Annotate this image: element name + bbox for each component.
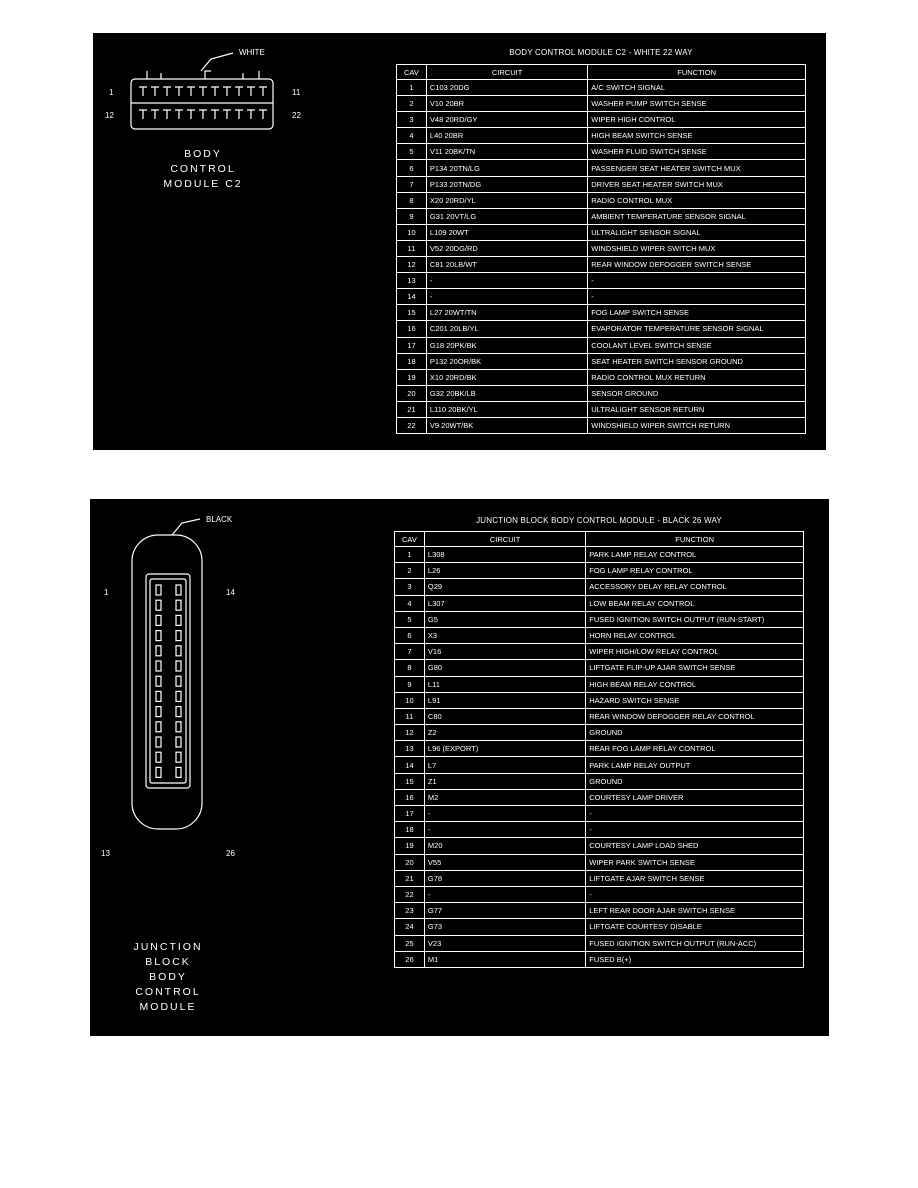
cell-cav: 10 [397,224,427,240]
connector-pin [259,87,267,96]
connector-pin [259,110,267,119]
cell-function: HORN RELAY CONTROL [586,627,804,643]
connector-pin [176,585,181,595]
cell-function: - [588,289,806,305]
cell-circuit: M2 [424,789,585,805]
header-function: FUNCTION [588,65,806,80]
table-row [397,80,806,96]
cell-cav: 9 [395,676,425,692]
connector-color-label: BLACK [206,515,233,524]
header-circuit: CIRCUIT [426,65,587,80]
connector-name-line: BODY [149,971,187,983]
cell-function: EVAPORATOR TEMPERATURE SENSOR SIGNAL [588,321,806,337]
cell-function: WIPER HIGH CONTROL [588,112,806,128]
connector-name-line: BLOCK [145,956,191,968]
cell-cav: 20 [395,854,425,870]
table-row [397,208,806,224]
connector-pin [176,646,181,656]
cell-cav: 22 [395,886,425,902]
cell-circuit: G18 20PK/BK [426,337,587,353]
table-row [395,741,804,757]
cell-circuit: C80 [424,708,585,724]
cell-circuit: M1 [424,951,585,967]
connector-pin [247,110,255,119]
connector-pin [139,87,147,96]
cell-function: - [588,273,806,289]
table-row [395,773,804,789]
cell-cav: 3 [397,112,427,128]
cell-cav: 24 [395,919,425,935]
cell-circuit: V16 [424,644,585,660]
cell-circuit: C201 20LB/YL [426,321,587,337]
pin-label-bottom-right: 22 [292,111,301,120]
cell-function: LOW BEAM RELAY CONTROL [586,595,804,611]
cell-cav: 8 [397,192,427,208]
bcm-c2-diagram-panel [93,33,826,450]
cell-cav: 18 [395,822,425,838]
cell-cav: 4 [397,128,427,144]
cell-cav: 14 [397,289,427,305]
table-row [395,708,804,724]
cell-function: COURTESY LAMP DRIVER [586,789,804,805]
table-row [397,257,806,273]
cell-cav: 5 [397,144,427,160]
cell-circuit: G77 [424,903,585,919]
cell-function: WASHER PUMP SWITCH SENSE [588,96,806,112]
connector-name-line: MODULE C2 [163,178,243,190]
cell-function: SENSOR GROUND [588,385,806,401]
connector-pin [223,110,231,119]
cell-circuit: P132 20OR/BK [426,353,587,369]
cell-circuit: P133 20TN/DG [426,176,587,192]
cell-function: HAZARD SWITCH SENSE [586,692,804,708]
cell-circuit: G80 [424,660,585,676]
cell-circuit: V55 [424,854,585,870]
table-row [395,595,804,611]
cell-circuit: V9 20WT/BK [426,417,587,433]
connector-pin [156,767,161,777]
jb-bcm-diagram-panel [90,499,829,1036]
cell-circuit: L27 20WT/TN [426,305,587,321]
cell-cav: 21 [397,401,427,417]
cell-cav: 23 [395,903,425,919]
cell-cav: 6 [395,627,425,643]
cell-cav: 2 [397,96,427,112]
connector-pin [151,110,159,119]
table-row [397,337,806,353]
cell-function: WINDSHIELD WIPER SWITCH MUX [588,240,806,256]
pin-label-top-right: 11 [292,88,301,97]
cell-circuit: Z2 [424,725,585,741]
table-row [397,321,806,337]
connector-name-line: CONTROL [135,986,201,998]
cell-circuit: G78 [424,870,585,886]
table-row [397,273,806,289]
table-row [395,919,804,935]
cell-circuit: V10 20BR [426,96,587,112]
table-row [395,951,804,967]
connector-pin [163,87,171,96]
pin-label-top-right: 14 [226,588,235,597]
table-row [397,417,806,433]
cell-circuit: L26 [424,563,585,579]
table-row [395,903,804,919]
cell-function: RADIO CONTROL MUX RETURN [588,369,806,385]
connector-pin [156,737,161,747]
cell-function: ULTRALIGHT SENSOR SIGNAL [588,224,806,240]
cell-function: PARK LAMP RELAY OUTPUT [586,757,804,773]
cell-function: FOG LAMP RELAY CONTROL [586,563,804,579]
connector-pin [176,722,181,732]
table-row [395,870,804,886]
connector-pin [176,676,181,686]
cell-cav: 17 [397,337,427,353]
cell-function: AMBIENT TEMPERATURE SENSOR SIGNAL [588,208,806,224]
connector-name-line: MODULE [139,1001,197,1013]
cell-circuit: G73 [424,919,585,935]
cell-function: COOLANT LEVEL SWITCH SENSE [588,337,806,353]
table-row [397,128,806,144]
cell-cav: 2 [395,563,425,579]
cell-cav: 20 [397,385,427,401]
cell-circuit: - [424,886,585,902]
table-row [397,401,806,417]
table-title: BODY CONTROL MODULE C2 - WHITE 22 WAY [509,48,693,57]
cell-circuit: L40 20BR [426,128,587,144]
connector-pin [176,767,181,777]
table-row [395,822,804,838]
cell-function: REAR WINDOW DEFOGGER SWITCH SENSE [588,257,806,273]
connector-pin [156,676,161,686]
table-row [395,789,804,805]
cell-function: FOG LAMP SWITCH SENSE [588,305,806,321]
table-row [397,240,806,256]
connector-color-label: WHITE [239,48,265,57]
cell-function: GROUND [586,773,804,789]
connector-pin [176,600,181,610]
cell-circuit: L11 [424,676,585,692]
connector-pin [163,110,171,119]
cell-function: LEFT REAR DOOR AJAR SWITCH SENSE [586,903,804,919]
cell-function: ULTRALIGHT SENSOR RETURN [588,401,806,417]
cell-function: FUSED IGNITION SWITCH OUTPUT (RUN-ACC) [586,935,804,951]
cell-cav: 26 [395,951,425,967]
table-row [395,579,804,595]
cell-function: FUSED B(+) [586,951,804,967]
connector-pin [223,87,231,96]
table-row [397,192,806,208]
cell-circuit: X20 20RD/YL [426,192,587,208]
cell-function: FUSED IGNITION SWITCH OUTPUT (RUN-START) [586,611,804,627]
header-function: FUNCTION [586,532,804,547]
table-row [397,96,806,112]
connector-pin [247,87,255,96]
cell-function: - [586,806,804,822]
table-row [395,838,804,854]
cell-circuit: L96 (EXPORT) [424,741,585,757]
cell-cav: 17 [395,806,425,822]
cell-function: WASHER FLUID SWITCH SENSE [588,144,806,160]
connector-pin [156,631,161,641]
cell-cav: 13 [395,741,425,757]
cell-function: SEAT HEATER SWITCH SENSOR GROUND [588,353,806,369]
cell-cav: 13 [397,273,427,289]
cell-cav: 25 [395,935,425,951]
cell-function: HIGH BEAM SWITCH SENSE [588,128,806,144]
cell-cav: 1 [397,80,427,96]
table-row [397,144,806,160]
connector-key [205,71,211,79]
pin-label-top-left: 1 [104,588,109,597]
connector-pin [211,87,219,96]
cell-circuit: Q29 [424,579,585,595]
cell-function: - [586,886,804,902]
connector-pin [176,752,181,762]
cell-circuit: L307 [424,595,585,611]
cavity-table [394,531,804,968]
pin-label-bottom-left: 12 [105,111,114,120]
cell-circuit: G32 20BK/LB [426,385,587,401]
table-row [395,725,804,741]
cell-circuit: - [426,289,587,305]
connector-pin [176,737,181,747]
table-row [397,160,806,176]
header-cav: CAV [397,65,427,80]
cell-function: PASSENGER SEAT HEATER SWITCH MUX [588,160,806,176]
connector-pin [156,615,161,625]
cell-circuit: X3 [424,627,585,643]
cell-circuit: - [424,806,585,822]
table-row [395,854,804,870]
connector-pin [176,661,181,671]
connector-pin [199,110,207,119]
table-row [395,660,804,676]
cell-function: - [586,822,804,838]
cell-cav: 19 [397,369,427,385]
table-row [397,305,806,321]
table-row [395,806,804,822]
cell-function: A/C SWITCH SIGNAL [588,80,806,96]
header-cav: CAV [395,532,425,547]
cell-cav: 12 [397,257,427,273]
cell-cav: 8 [395,660,425,676]
connector-pin [176,707,181,717]
cell-circuit: L110 20BK/YL [426,401,587,417]
table-row [395,692,804,708]
connector-pin [187,110,195,119]
connector-pin [156,585,161,595]
connector-pin [175,87,183,96]
connector-pin [235,87,243,96]
cell-circuit: - [424,822,585,838]
table-row [395,644,804,660]
cell-function: WIPER PARK SWITCH SENSE [586,854,804,870]
table-row [395,563,804,579]
cavity-table [396,64,806,434]
connector-pin [156,722,161,732]
cell-cav: 21 [395,870,425,886]
cell-function: WIPER HIGH/LOW RELAY CONTROL [586,644,804,660]
cell-circuit: L7 [424,757,585,773]
connector-pin [156,707,161,717]
table-title: JUNCTION BLOCK BODY CONTROL MODULE - BLACK 26 WAY [476,516,722,525]
connector-name-line: CONTROL [170,163,236,175]
connector-pin [176,631,181,641]
cell-circuit: V48 20RD/GY [426,112,587,128]
cell-function: ACCESSORY DELAY RELAY CONTROL [586,579,804,595]
cell-cav: 6 [397,160,427,176]
cell-circuit: Z1 [424,773,585,789]
cell-circuit: C81 20LB/WT [426,257,587,273]
cell-function: LIFTGATE AJAR SWITCH SENSE [586,870,804,886]
connector-pin [176,615,181,625]
cell-cav: 22 [397,417,427,433]
cell-cav: 3 [395,579,425,595]
jb-connector-drawing [90,499,250,839]
table-row [395,627,804,643]
connector-pin [156,646,161,656]
connector-pin [156,600,161,610]
cell-cav: 16 [395,789,425,805]
connector-pin [175,110,183,119]
pin-label-top-left: 1 [109,88,114,97]
connector-pin [176,691,181,701]
table-row [395,676,804,692]
connector-pin [156,752,161,762]
connector-name [153,147,253,192]
cell-cav: 4 [395,595,425,611]
cell-function: RADIO CONTROL MUX [588,192,806,208]
cell-function: GROUND [586,725,804,741]
cell-circuit: L109 20WT [426,224,587,240]
cell-circuit: V11 20BK/TN [426,144,587,160]
cell-circuit: M20 [424,838,585,854]
cell-cav: 11 [395,708,425,724]
cell-circuit: G31 20VT/LG [426,208,587,224]
connector-pin [156,691,161,701]
table-row [395,757,804,773]
connector-name-line: BODY [184,148,222,160]
table-row [397,112,806,128]
table-row [397,289,806,305]
cell-function: HIGH BEAM RELAY CONTROL [586,676,804,692]
cell-cav: 16 [397,321,427,337]
cell-function: COURTESY LAMP LOAD SHED [586,838,804,854]
table-row [397,224,806,240]
cell-circuit: - [426,273,587,289]
cell-cav: 10 [395,692,425,708]
table-row [395,886,804,902]
cell-function: REAR WINDOW DEFOGGER RELAY CONTROL [586,708,804,724]
table-row [395,547,804,563]
cell-cav: 7 [397,176,427,192]
connector-pin [235,110,243,119]
cell-circuit: X10 20RD/BK [426,369,587,385]
connector-name [118,940,218,1015]
header-circuit: CIRCUIT [424,532,585,547]
cell-cav: 19 [395,838,425,854]
table-row [397,176,806,192]
cell-function: PARK LAMP RELAY CONTROL [586,547,804,563]
cell-circuit: V23 [424,935,585,951]
cell-function: LIFTGATE COURTESY DISABLE [586,919,804,935]
connector-name-line: JUNCTION [133,941,203,953]
cell-function: REAR FOG LAMP RELAY CONTROL [586,741,804,757]
cell-circuit: L91 [424,692,585,708]
table-row [397,385,806,401]
table-row [395,935,804,951]
connector-pin [211,110,219,119]
pin-label-bottom-right: 26 [226,849,235,858]
connector-pin [199,87,207,96]
cell-cav: 18 [397,353,427,369]
cell-circuit: L308 [424,547,585,563]
cell-circuit: C103 20DG [426,80,587,96]
table-row [397,369,806,385]
pin-label-bottom-left: 13 [101,849,110,858]
cell-circuit: G5 [424,611,585,627]
cell-cav: 9 [397,208,427,224]
connector-pin [151,87,159,96]
cell-cav: 15 [397,305,427,321]
cell-cav: 7 [395,644,425,660]
cell-function: DRIVER SEAT HEATER SWITCH MUX [588,176,806,192]
cell-function: WINDSHIELD WIPER SWITCH RETURN [588,417,806,433]
connector-pin [156,661,161,671]
cell-cav: 1 [395,547,425,563]
table-row [397,353,806,369]
connector-pin [139,110,147,119]
cell-function: LIFTGATE FLIP-UP AJAR SWITCH SENSE [586,660,804,676]
cell-cav: 11 [397,240,427,256]
connector-pin [187,87,195,96]
cell-cav: 5 [395,611,425,627]
table-row [395,611,804,627]
cell-circuit: V52 20DG/RD [426,240,587,256]
cell-cav: 14 [395,757,425,773]
cell-cav: 12 [395,725,425,741]
cell-circuit: P134 20TN/LG [426,160,587,176]
cell-cav: 15 [395,773,425,789]
